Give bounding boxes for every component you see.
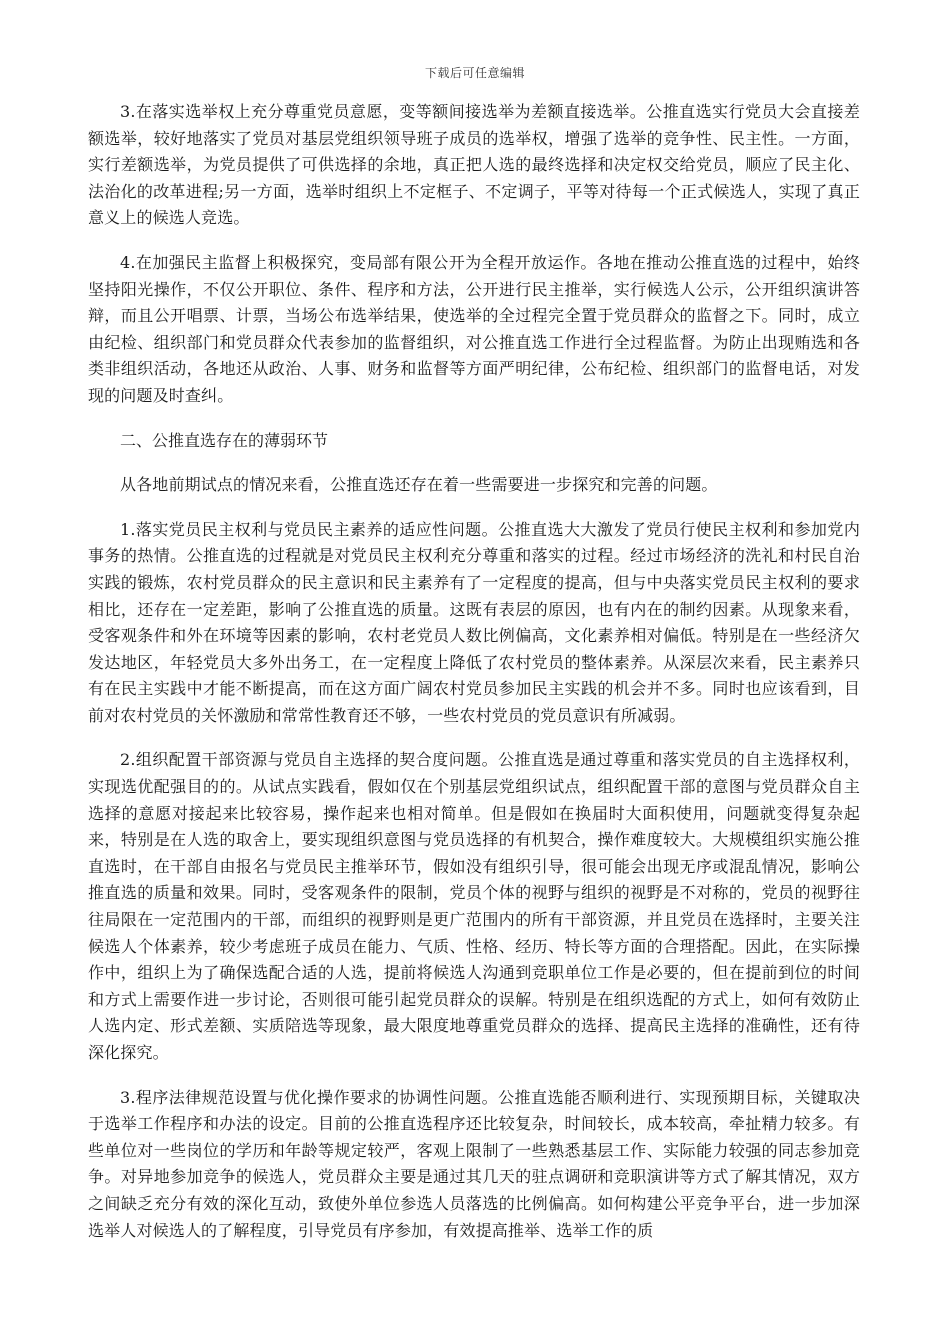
paragraph-issue-2: 2.组织配置干部资源与党员自主选择的契合度问题。公推直选是通过尊重和落实党员的自主选择权利，实现选优配强目的的。从试点实践看，假如仅在个别基层党组织试点，组织配置干部的意图与党员群众自主选择的意愿对接起来比较容易，操作起来也相对简单。但是假如在换届时大面积使用，问题就变得复杂起来，特别是在人选的取舍上，要实现组织意图与党员选择的有机契合，操作难度较大。大规模组织实施公推直选时，在干部自由报名与党员民主推举环节，假如没有组织引导，很可能会出现无序或混乱情况，影响公推直选的质量和效果。同时，受客观条件的限制，党员个体的视野与组织的视野是不对称的，党员的视野往往局限在一定范围内的干部，而组织的视野则是更广范围内的所有干部资源，并且党员在选择时，主要关注候选人个体素养，较少考虑班子成员在能力、气质、性格、经历、特长等方面的合理搭配。因此，在实际操作中，组织上为了确保选配合适的人选，提前将候选人沟通到竞职单位工作是必要的，但在提前到位的时间和方式上需要作进一步讨论，否则很可能引起党员群众的误解。特别是在组织选配的方式上，如何有效防止人选内定、形式差额、实质陪选等现象，最大限度地尊重党员群众的选择、提高民主选择的准确性，还有待深化探究。	[88, 750, 860, 1062]
paragraph-point-4-supervision: 4.在加强民主监督上积极探究，变局部有限公开为全程开放运作。各地在推动公推直选的过程中，始终坚持阳光操作，不仅公开职位、条件、程序和方法，公开进行民主推举，实行候选人公示，公开组织演讲答辩，而且公开唱票、计票，当场公布选举结果，使选举的全过程完全置于党员群众的监督之下。同时，成立由纪检、组织部门和党员群众代表参加的监督组织，对公推直选工作进行全过程监督。为防止出现贿选和各类非组织活动，各地还从政治、人事、财务和监督等方面严明纪律，公布纪检、组织部门的监督电话，对发现的问题及时查纠。	[88, 252, 860, 405]
paragraph-issue-1: 1.落实党员民主权利与党员民主素养的适应性问题。公推直选大大激发了党员行使民主权利和参加党内事务的热情。公推直选的过程就是对党员民主权利充分尊重和落实的过程。经过市场经济的洗礼和村民自治实践的锻炼，农村党员群众的民主意识和民主素养有了一定程度的提高，但与中央落实党员民主权利的要求相比，还存在一定差距，影响了公推直选的质量。这既有表层的原因，也有内在的制约因素。从现象来看，受客观条件和外在环境等因素的影响，农村老党员人数比例偏高，文化素养相对偏低。特别是在一些经济欠发达地区，年轻党员大多外出务工，在一定程度上降低了农村党员的整体素养。从深层次来看，民主素养只有在民主实践中才能不断提高，而在这方面广阔农村党员参加民主实践的机会并不多。同时也应该看到，目前对农村党员的关怀激励和常常性教育还不够，一些农村党员的党员意识有所减弱。	[88, 519, 860, 725]
paragraph-issue-3: 3.程序法律规范设置与优化操作要求的协调性问题。公推直选能否顺利进行、实现预期目标，关键取决于选举工作程序和办法的设定。目前的公推直选程序还比较复杂，时间较长，成本较高，牵扯精力较多。有些单位对一些岗位的学历和年龄等规定较严，客观上限制了一些熟悉基层工作、实际能力较强的同志参加竞争。对异地参加竞争的候选人，党员群众主要是通过其几天的驻点调研和竞职演讲等方式了解其情况，双方之间缺乏充分有效的深化互动，致使外单位参选人员落选的比例偏高。如何构建公平竞争平台，进一步加深选举人对候选人的了解程度，引导党员有序参加，有效提高推举、选举工作的质	[88, 1087, 860, 1240]
paragraph-point-3-election: 3.在落实选举权上充分尊重党员意愿，变等额间接选举为差额直接选举。公推直选实行党员大会直接差额选举，较好地落实了党员对基层党组织领导班子成员的选举权，增强了选举的竞争性、民主性。一方面，实行差额选举，为党员提供了可供选择的余地，真正把人选的最终选择和决定权交给党员，顺应了民主化、法治化的改革进程;另一方面，选举时组织上不定框子、不定调子，平等对待每一个正式候选人，实现了真正意义上的候选人竞选。	[88, 102, 860, 228]
page-header: 下载后可任意编辑	[424, 66, 525, 80]
document-body	[88, 99, 860, 1262]
paragraph-intro: 从各地前期试点的情况来看，公推直选还存在着一些需要进一步探究和完善的问题。	[120, 475, 718, 495]
section-heading: 二、公推直选存在的薄弱环节	[120, 430, 329, 450]
